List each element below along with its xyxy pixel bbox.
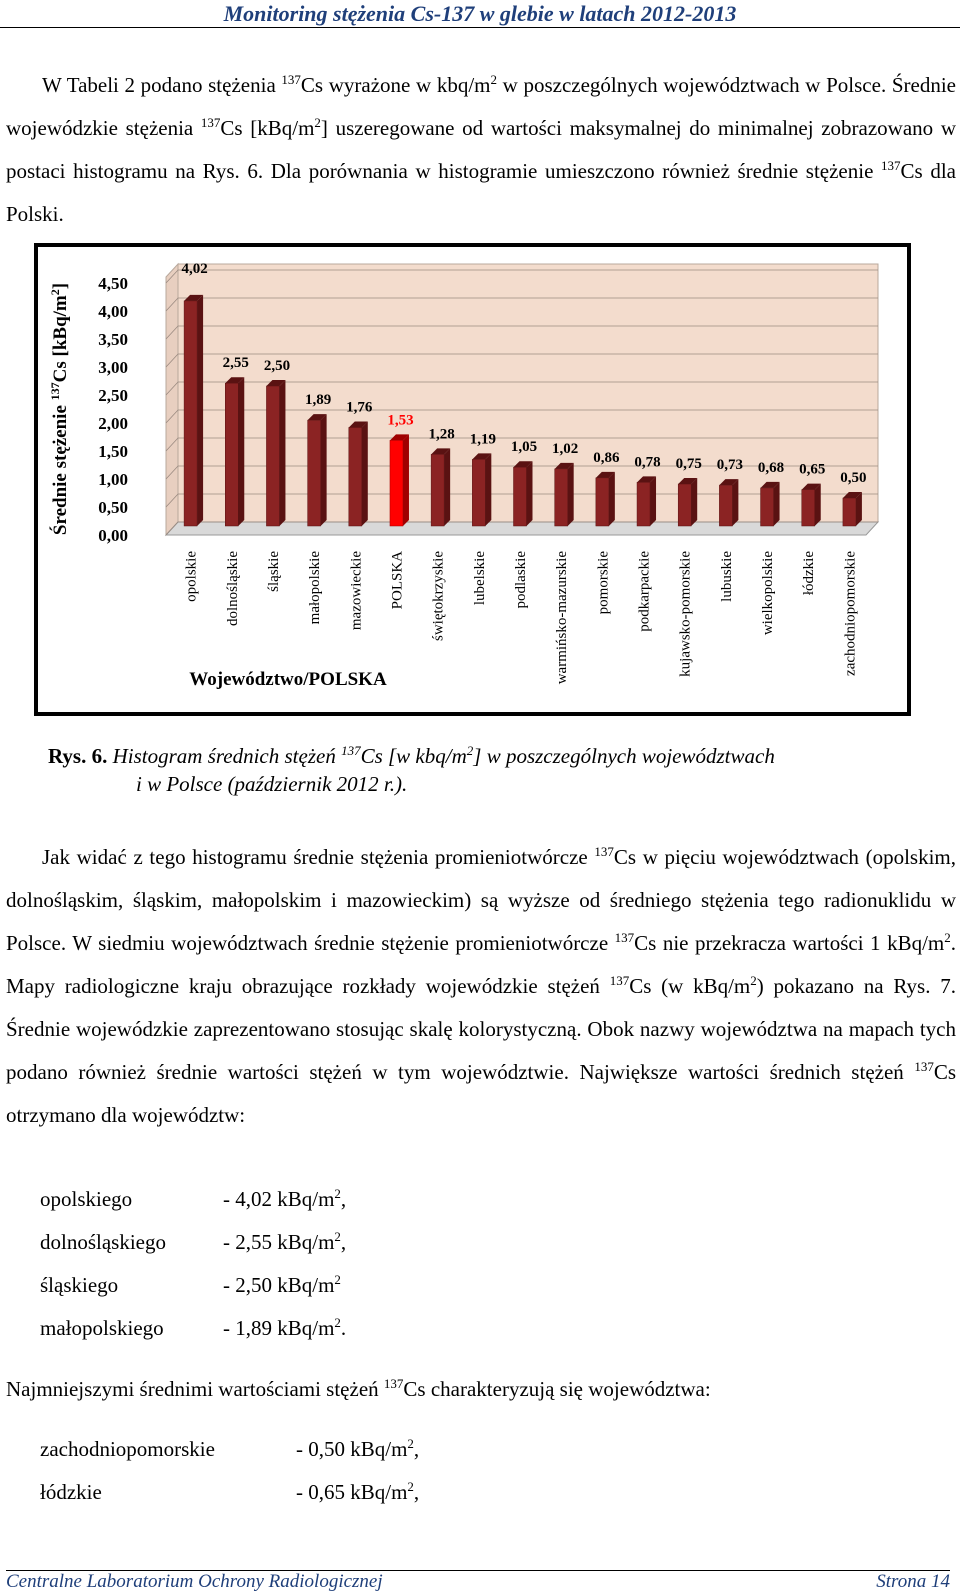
x-tick-label: podlaskie bbox=[513, 551, 529, 609]
data-label: 1,28 bbox=[428, 426, 455, 443]
data-label: 0,73 bbox=[716, 457, 744, 474]
data-label: 0,86 bbox=[593, 449, 620, 466]
data-label: 2,50 bbox=[263, 358, 291, 374]
bar bbox=[225, 383, 238, 526]
bar bbox=[637, 482, 650, 526]
x-tick-label: mazowieckie bbox=[348, 551, 365, 631]
bar-side bbox=[362, 421, 368, 526]
x-tick-label: zachodniopomorskie bbox=[842, 551, 859, 676]
bar bbox=[514, 467, 527, 526]
bar bbox=[555, 469, 568, 526]
y-tick-label: 2,00 bbox=[98, 414, 128, 433]
bar-side bbox=[485, 453, 491, 526]
bar-side bbox=[691, 478, 697, 526]
figure-caption: Rys. 6. Histogram średnich stężeń $^{137}$Cs [w kbq/$m^2$] w poszczególnych województwach i w Polsce (październik 2012 r.). bbox=[48, 743, 775, 796]
bar bbox=[431, 454, 444, 526]
x-tick-label: śląskie bbox=[265, 551, 282, 592]
x-tick-label: pomorskie bbox=[595, 551, 612, 615]
bar-side bbox=[444, 448, 450, 526]
y-tick-label: 2,50 bbox=[98, 386, 128, 405]
y-tick-label: 0,00 bbox=[98, 526, 128, 545]
bar bbox=[472, 459, 485, 526]
x-tick-label: lubuskie bbox=[718, 551, 735, 602]
data-label: 0,78 bbox=[634, 454, 661, 471]
data-label: 4,02 bbox=[181, 260, 208, 277]
bar bbox=[843, 498, 856, 526]
data-label: 1,05 bbox=[510, 439, 538, 456]
page-number: Strona 14 bbox=[876, 1571, 950, 1592]
bar bbox=[678, 484, 691, 526]
bar-side bbox=[650, 476, 656, 526]
bar bbox=[266, 386, 279, 526]
x-tick-label: łódzkie bbox=[801, 551, 818, 596]
bar-side bbox=[815, 484, 821, 526]
data-label: 1,53 bbox=[387, 412, 414, 429]
bar-side bbox=[321, 414, 327, 526]
bar-side bbox=[774, 482, 780, 526]
data-label: 0,65 bbox=[799, 461, 826, 478]
bar bbox=[349, 427, 362, 526]
data-label: 1,76 bbox=[346, 399, 373, 416]
bar bbox=[719, 485, 732, 526]
y-axis-title: Średnie stężenie $^{137}$Cs $[kBq/m^2]$ bbox=[48, 282, 71, 536]
x-tick-label: dolnośląskie bbox=[224, 551, 241, 626]
bar bbox=[596, 478, 609, 526]
page-footer bbox=[6, 1570, 950, 1593]
min-intro-paragraph: Najmniejszymi średnimi wartościami stężeń $^{137}$Cs charakteryzują się województwa: bbox=[6, 1376, 711, 1401]
footer-institution: Centralne Laboratorium Ochrony Radiologicznej bbox=[6, 1571, 383, 1592]
data-label: 1,02 bbox=[552, 440, 579, 457]
bar bbox=[184, 301, 197, 526]
bar-side bbox=[197, 295, 203, 526]
bar bbox=[308, 420, 321, 526]
body-paragraph: Jak widać z tego histogramu średnie stężenia promieniotwórcze $^{137}$Cs w pięciu województwach (opolskim, dolnośląskim, śląskim, małopolskim i mazowieckim) są wyższe od średniego stężenia tego radionuklidu w Polsce. W siedmiu województwach średnie stężenie promieniotwórcze $^{137}$Cs nie przekracza wartości 1 kBq/$m^2$. Mapy radiologiczne kraju obrazujące rozkłady wojewódzkie stężeń $^{137}$Cs (w kBq/$m^2$) pokazano na Rys. 7. Średnie wojewódzkie zaprezentowano stosując skalę kolorystyczną. Obok nazwy województwa na mapach tych podano również średnie wartości stężeń w tym województwie. Największe wartości średnich stężeń $^{137}$Cs otrzymano dla województw: bbox=[6, 844, 957, 1127]
data-label: 1,89 bbox=[304, 392, 332, 409]
x-tick-label: wielkopolskie bbox=[760, 551, 777, 636]
bar-side bbox=[279, 380, 285, 526]
x-tick-label: opolskie bbox=[183, 551, 200, 602]
page-header: Monitoring stężenia Cs-137 w glebie w latach 2012-2013 bbox=[0, 0, 960, 28]
bar bbox=[761, 488, 774, 526]
x-tick-label: podkarpackie bbox=[636, 551, 653, 632]
x-tick-label: lubelskie bbox=[471, 551, 488, 606]
bar-side bbox=[527, 461, 533, 526]
y-tick-label: 1,50 bbox=[98, 442, 128, 461]
x-axis-title: Województwo/POLSKA bbox=[189, 669, 387, 690]
data-label: 1,19 bbox=[469, 431, 496, 448]
bar bbox=[390, 440, 403, 526]
bar bbox=[802, 490, 815, 526]
x-tick-label: warmińsko-mazurskie bbox=[554, 551, 571, 685]
bar-side bbox=[403, 434, 409, 526]
x-tick-label: POLSKA bbox=[389, 551, 406, 610]
bar-side bbox=[732, 479, 738, 526]
data-label: 2,55 bbox=[222, 355, 249, 372]
y-tick-label: 4,00 bbox=[98, 302, 128, 321]
x-tick-label: małopolskie bbox=[307, 551, 324, 625]
bar-side bbox=[609, 472, 615, 526]
x-tick-label: świętokrzyskie bbox=[430, 551, 447, 641]
y-tick-label: 3,50 bbox=[98, 330, 128, 349]
data-label: 0,50 bbox=[840, 470, 867, 486]
intro-paragraph: W Tabeli 2 podano stężenia $^{137}$Cs wyrażone w kbq/$m^2$ w poszczególnych województwach w Polsce. Średnie wojewódzkie stężenia $^{137}$Cs $[kBq/m^2]$ uszeregowane od wartości maksymalnej do minimalnej zobrazowano w postaci histogramu na Rys. 6. Dla porównania w histogramie umieszczono również średnie stężenie $^{137}$Cs dla Polski. bbox=[6, 72, 956, 226]
histogram-chart bbox=[38, 247, 907, 712]
data-label: 0,75 bbox=[675, 456, 702, 472]
y-tick-label: 3,00 bbox=[98, 358, 128, 377]
y-tick-label: 4,50 bbox=[98, 274, 128, 293]
y-tick-label: 1,00 bbox=[98, 470, 128, 489]
bar-side bbox=[238, 377, 244, 526]
x-tick-label: kujawsko-pomorskie bbox=[677, 551, 694, 677]
y-tick-label: 0,50 bbox=[98, 498, 128, 517]
bar-side bbox=[568, 463, 574, 526]
data-label: 0,68 bbox=[757, 459, 785, 476]
histogram-figure bbox=[34, 243, 911, 716]
bar-side bbox=[856, 492, 862, 526]
